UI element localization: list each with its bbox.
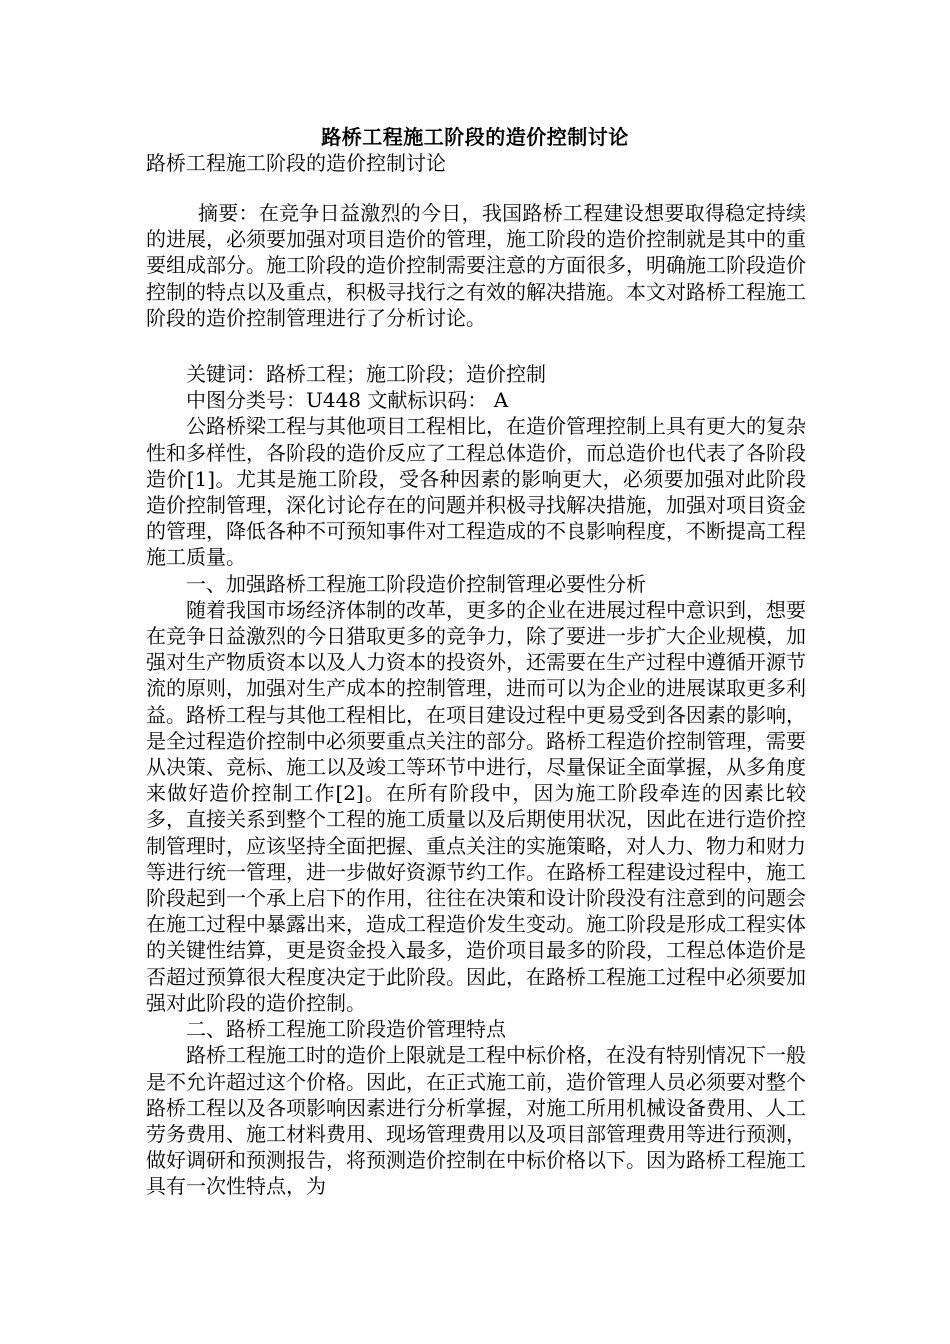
section-1-heading: 一、加强路桥工程施工阶段造价控制管理必要性分析 [186,571,646,596]
document-body [146,200,806,1200]
document-title: 路桥工程施工阶段的造价控制讨论 [321,125,629,149]
section-2-paragraph: 路桥工程施工时的造价上限就是工程中标价格，在没有特别情况下一般是不允许超过这个价格。因此，在正式施工前，造价管理人员必须要对整个路桥工程以及各项影响因素进行分析掌握，对施工所用机械设备费用、人工劳务费用、施工材料费用、现场管理费用以及项目部管理费用等进行预测，做好调研和预测报告，将预测造价控制在中标价格以下。因为路桥工程施工具有一次性特点，为 [146,1043,806,1199]
spacer [146,331,806,361]
keywords-line: 关键词：路桥工程；施工阶段；造价控制 [186,362,546,387]
classification-line: 中图分类号：U448 文献标识码： A [186,388,509,413]
section-1-paragraph: 随着我国市场经济体制的改革，更多的企业在进展过程中意识到，想要在竞争日益激烈的今日猎取更多的竞争力，除了要进一步扩大企业规模，加强对生产物质资本以及人力资本的投资外，还需要在生产过程中遵循开源节流的原则，加强对生产成本的控制管理，进而可以为企业的进展谋取更多利益。路桥工程与其他工程相比，在项目建设过程中更易受到各因素的影响，是全过程造价控制中必须要重点关注的部分。路桥工程造价控制管理，需要从决策、竞标、施工以及竣工等环节中进行，尽量保证全面掌握，从多角度来做好造价控制工作[2]。在所有阶段中，因为施工阶段牵连的因素比较多，直接关系到整个工程的施工质量以及后期使用状况，因此在进行造价控制管理时，应该坚持全面把握、重点关注的实施策略，对人力、物力和财力等进行统一管理，进一步做好资源节约工作。在路桥工程建设过程中，施工阶段起到一个承上启下的作用，往往在决策和设计阶段没有注意到的问题会在施工过程中暴露出来，造成工程造价发生变动。施工阶段是形成工程实体的关键性结算，更是资金投入最多，造价项目最多的阶段，工程总体造价是否超过预算很大程度决定于此阶段。因此，在路桥工程施工过程中必须要加强对此阶段的造价控制。 [146,597,806,1015]
abstract-paragraph: 摘要：在竞争日益激烈的今日，我国路桥工程建设想要取得稳定持续的进展，必须要加强对项目造价的管理，施工阶段的造价控制就是其中的重要组成部分。施工阶段的造价控制需要注意的方面很多，明确施工阶段造价控制的特点以及重点，积极寻找行之有效的解决措施。本文对路桥工程施工阶段的造价控制管理进行了分析讨论。 [146,201,806,330]
section-2-heading: 二、路桥工程施工阶段造价管理特点 [186,1017,506,1042]
intro-paragraph: 公路桥梁工程与其他项目工程相比，在造价管理控制上具有更大的复杂性和多样性，各阶段的造价反应了工程总体造价，而总造价也代表了各阶段造价[1]。尤其是施工阶段，受各种因素的影响更大，必须要加强对此阶段造价控制管理，深化讨论存在的问题并积极寻找解决措施，加强对项目资金的管理，降低各种不可预知事件对工程造成的不良影响程度，不断提高工程施工质量。 [146,414,806,570]
document-subtitle: 路桥工程施工阶段的造价控制讨论 [146,151,446,175]
